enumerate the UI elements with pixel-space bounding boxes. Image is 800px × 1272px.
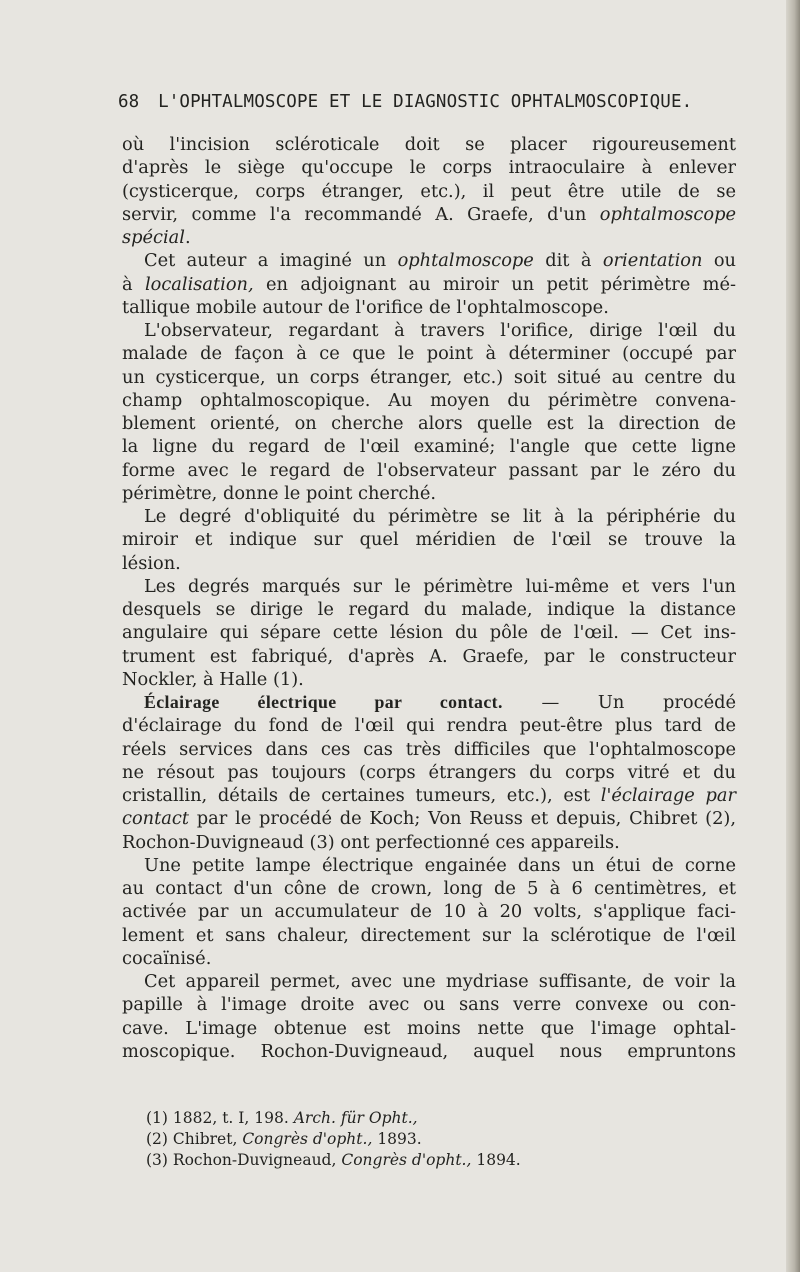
text-line: [122, 412, 736, 435]
text-line: [122, 1017, 736, 1040]
text-run: Une petite lampe électrique engainée dans un étui de corne: [144, 854, 736, 876]
running-head: [118, 92, 738, 112]
footnote-text: 1894.: [476, 1151, 521, 1169]
text-run: localisation,: [144, 273, 254, 295]
text-run: papille à l'image droite avec ou sans verre convexe ou con-: [122, 994, 736, 1016]
text-run: Nockler, à Halle (1).: [122, 668, 304, 690]
text-line: [122, 528, 736, 551]
text-run: — Un procédé: [541, 692, 737, 713]
text-run: ou: [713, 250, 736, 272]
text-line: [122, 738, 736, 761]
footnote-text: Congrès d'opht.,: [341, 1151, 472, 1169]
text-run: malade de façon à ce que le point à déterminer (occupé par: [122, 343, 736, 365]
text-line: [122, 668, 736, 691]
text-line: [122, 203, 736, 226]
text-run: forme avec le regard de l'observateur passant par le zéro du: [122, 459, 736, 481]
text-run: spécial: [122, 227, 185, 248]
text-run: trument est fabriqué, d'après A. Graefe, par le constructeur: [122, 645, 736, 667]
text-line: [122, 459, 736, 482]
footnote: [146, 1150, 706, 1171]
footnote-marker: (1): [146, 1109, 168, 1127]
text-run: .: [184, 227, 191, 248]
footnote-text: 1893.: [377, 1130, 422, 1148]
footnote: [146, 1108, 706, 1129]
text-run: Cet appareil permet, avec une mydriase suffisante, de voir la: [144, 971, 736, 992]
text-line: [122, 366, 736, 389]
text-line: [122, 831, 736, 854]
text-run: par le procédé de Koch; Von Reuss et depuis, Chibret (2),: [196, 808, 736, 830]
text-run: Les degrés marqués sur le périmètre lui-même et vers l'un: [144, 575, 736, 597]
text-run: où l'incision scléroticale doit se placer rigoureusement: [122, 134, 736, 155]
text-run: au contact d'un cône de crown, long de 5 à 6 centimètres, et: [122, 878, 736, 899]
text-line: [122, 854, 736, 877]
text-run: moscopique. Rochon-Duvigneaud, auquel nous empruntons: [122, 1040, 736, 1062]
text-line: [122, 319, 736, 342]
text-run: servir, comme l'a recommandé A. Graefe, d'un: [122, 203, 587, 225]
text-line: [122, 389, 736, 412]
footnote: [146, 1129, 706, 1150]
text-line: [122, 575, 736, 598]
text-run: desquels se dirige le regard du malade, indique la distance: [122, 599, 736, 620]
text-line: [122, 645, 736, 668]
text-line: [122, 505, 736, 528]
text-run: tallique mobile autour de l'orifice de l'ophtalmoscope.: [122, 296, 609, 318]
footnote-marker: (3): [146, 1151, 168, 1169]
text-run: ophtalmoscope: [397, 250, 534, 272]
text-line: [122, 993, 736, 1016]
text-line: [122, 924, 736, 947]
text-run: d'après le siège qu'occupe le corps intraoculaire à enlever: [122, 157, 736, 179]
text-run: angulaire qui sépare cette lésion du pôle de l'œil. — Cet ins-: [122, 622, 736, 644]
text-line: [122, 761, 736, 784]
text-run: en adjoignant au miroir un petit périmètre mé-: [266, 273, 737, 295]
text-line: [122, 296, 736, 319]
text-line: [122, 598, 736, 621]
text-line: [122, 621, 736, 644]
text-line: [122, 552, 736, 575]
text-run: blement orienté, on cherche alors quelle est la direction de: [122, 413, 736, 434]
page-edge-shadow: [786, 0, 800, 1272]
text-run: réels services dans ces cas très difficiles que l'ophtalmoscope: [122, 738, 736, 760]
running-title: L'OPHTALMOSCOPE ET LE DIAGNOSTIC OPHTALMOSCOPIQUE.: [158, 92, 693, 112]
text-run: ne résout pas toujours (corps étrangers du corps vitré et du: [122, 761, 736, 783]
text-line: [122, 133, 736, 156]
text-run: orientation: [602, 250, 703, 272]
text-line: [122, 784, 736, 807]
text-run: Éclairage électrique par contact.: [144, 692, 503, 712]
body-text: [122, 133, 736, 1063]
text-run: ophtalmoscope: [599, 203, 736, 225]
text-run: Cet auteur a imaginé un: [144, 250, 387, 272]
text-run: la ligne du regard de l'œil examiné; l'angle que cette ligne: [122, 436, 736, 458]
text-line: [122, 180, 736, 203]
text-run: cristallin, détails de certaines tumeurs, etc.), est: [122, 785, 591, 806]
text-run: (cysticerque, corps étranger, etc.), il peut être utile de se: [122, 180, 736, 202]
text-run: L'observateur, regardant à travers l'orifice, dirige l'œil du: [144, 320, 736, 341]
text-run: d'éclairage du fond de l'œil qui rendra peut-être plus tard de: [122, 715, 736, 737]
text-run: cocaïnisé.: [122, 947, 212, 969]
text-line: [122, 714, 736, 737]
text-run: l'éclairage par: [600, 785, 736, 806]
text-line: [122, 877, 736, 900]
footnote-text: Congrès d'opht.,: [242, 1130, 373, 1148]
text-line: [122, 156, 736, 179]
text-line: [122, 691, 736, 714]
footnote-text: 1882, t. I, 198.: [172, 1109, 289, 1127]
text-run: cave. L'image obtenue est moins nette que l'image ophtal-: [122, 1017, 736, 1039]
footnote-marker: (2): [146, 1130, 168, 1148]
text-line: [122, 482, 736, 505]
text-run: lésion.: [122, 552, 181, 574]
text-line: [122, 435, 736, 458]
text-line: [122, 226, 736, 249]
text-line: [122, 807, 736, 830]
footnote-text: Arch. für Opht.,: [293, 1109, 418, 1127]
text-run: contact: [122, 808, 189, 830]
page-number: 68: [118, 92, 140, 112]
text-line: [122, 273, 736, 296]
text-line: [122, 947, 736, 970]
text-run: activée par un accumulateur de 10 à 20 volts, s'applique faci-: [122, 901, 736, 923]
text-run: un cysticerque, un corps étranger, etc.) soit situé au centre du: [122, 366, 736, 388]
text-run: champ ophtalmoscopique. Au moyen du périmètre convena-: [122, 389, 736, 411]
text-run: à: [122, 273, 133, 295]
text-line: [122, 970, 736, 993]
text-line: [122, 342, 736, 365]
text-line: [122, 900, 736, 923]
footnote-text: Rochon-Duvigneaud,: [172, 1151, 337, 1169]
text-run: périmètre, donne le point cherché.: [122, 482, 437, 504]
text-run: lement et sans chaleur, directement sur la sclérotique de l'œil: [122, 924, 736, 946]
text-run: Rochon-Duvigneaud (3) ont perfectionné ces appareils.: [122, 831, 620, 853]
text-run: Le degré d'obliquité du périmètre se lit à la périphérie du: [144, 506, 736, 527]
text-run: miroir et indique sur quel méridien de l'œil se trouve la: [122, 529, 736, 551]
text-line: [122, 249, 736, 272]
footnotes: [146, 1108, 706, 1171]
text-line: [122, 1040, 736, 1063]
footnote-text: Chibret,: [172, 1130, 238, 1148]
text-run: dit à: [545, 250, 592, 272]
